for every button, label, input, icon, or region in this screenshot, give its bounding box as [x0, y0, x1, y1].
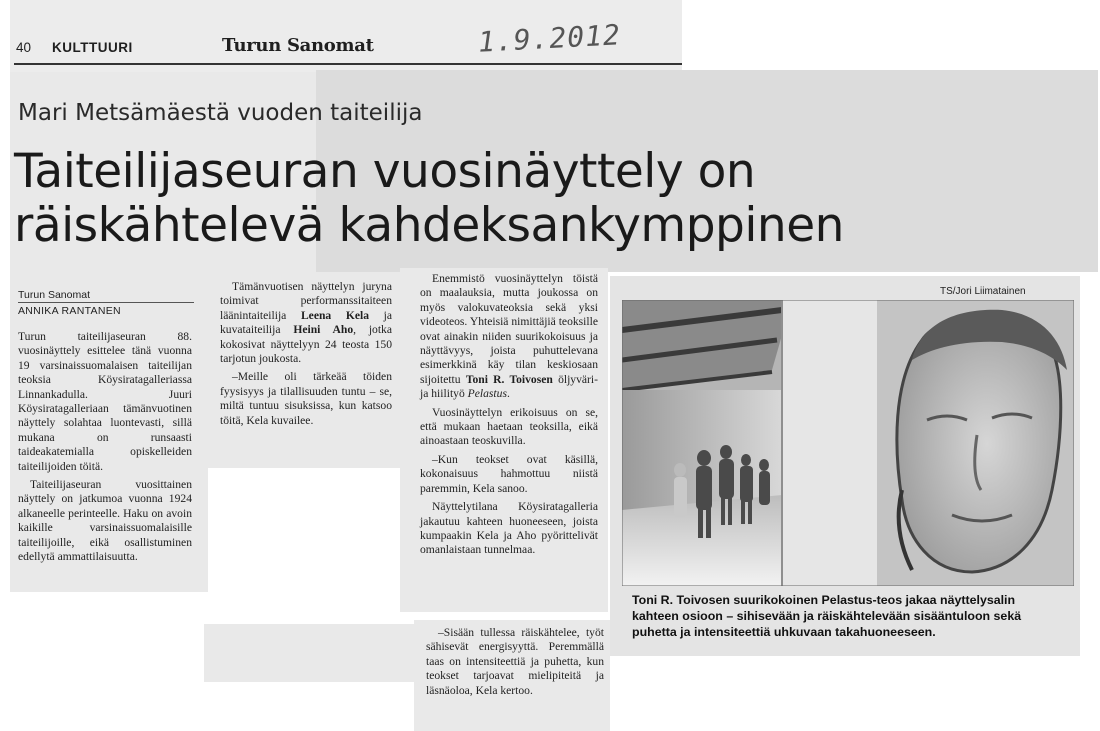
person-name: Toni R. Toivosen [465, 372, 553, 386]
article-subhead: Mari Metsämäestä vuoden taiteilija [18, 100, 423, 126]
paragraph: Näyttelytilana Köysiratagalleria jakautuu kahteen huoneeseen, joista kumpaakin Kela ja Aho pyörittelivät omanlaistaan tunnelmaa. [420, 500, 598, 557]
page-number: 40 [16, 40, 32, 55]
paragraph [220, 280, 392, 366]
article-photo [622, 300, 1074, 586]
newspaper-masthead: Turun Sanomat [222, 35, 374, 56]
masthead-rule [14, 63, 682, 65]
paragraph: Turun taiteilijaseuran 88. vuosinäyttely esittelee tänä vuonna 19 varsinaissuomalaisen taiteilijan teoksia Köysiratagalleriassa Linnankadulla. Juuri Köysiratagalleriaan tämänvuotinen näyttely solahtaa luontevasti, sillä mukana on runsaasti taideakatemialla opiskelleiden taiteilijoiden töitä. [18, 330, 192, 473]
article-column-2 [220, 280, 392, 432]
photo-caption: Toni R. Toivosen suurikokoinen Pelastus-teos jakaa näyttelysalin kahteen osioon – sihisevään ja räiskähtelevään sisääntuloon sekä puhetta ja intensiteettiä uhkuvaan takahuoneeseen. [632, 593, 1022, 639]
byline-source: Turun Sanomat [18, 289, 90, 301]
article-column-4 [426, 626, 604, 702]
paragraph: –Sisään tullessa räiskähtelee, työt sähisevät energisyyttä. Peremmällä taas on intensiteettiä ja puhetta, kun teokset tarjoavat mielipiteitä ja läsnäoloa, Kela kertoo. [426, 626, 604, 697]
handwritten-date: 1.9.2012 [477, 18, 622, 59]
paragraph [420, 272, 598, 402]
byline-author: ANNIKA RANTANEN [18, 305, 121, 317]
clipping-piece-blank [204, 624, 414, 682]
text-run: öljyväri- ja hiilityö [420, 372, 598, 401]
text-run: ja kuvataiteilija [220, 308, 392, 337]
byline-rule [18, 302, 194, 303]
text-run: Tämänvuotisen näyttelyn juryna toimivat performanssitaiteen läänintaiteilija [220, 280, 392, 322]
artwork-title: Pelastus [467, 387, 507, 401]
text-run: Enemmistö vuosinäyttelyn töistä on maalauksia, mutta joukossa on myös valokuvateoksia sekä yksi videoteos. Yhteisiä nimittäjiä teoksille ovat ainakin niiden suurikokoisuus ja näyttävyys, joista puhuttelevana esimerkkinä käy tilan keskiosaan sijoitettu [420, 272, 598, 386]
text-run: , jotka kokosivat näyttelyyn 24 teosta 150 tarjotun joukosta. [220, 323, 393, 366]
paragraph: –Meille oli tärkeää töiden fyysisyys ja tilallisuuden tuntu – se, miltä tuntuu sisuksissa, kun katsoo töitä, Kela kuvailee. [220, 370, 392, 427]
section-name: KULTTUURI [52, 40, 133, 55]
article-headline [14, 145, 844, 253]
person-name: Heini Aho [293, 323, 354, 337]
person-name: Leena Kela [300, 308, 370, 322]
headline-line-2: räiskähtelevä kahdeksankymppinen [14, 198, 844, 253]
paragraph: Vuosinäyttelyn erikoisuus on se, että mukaan haetaan teoksilla, eikä ainoastaan teoskuvilla. [420, 405, 598, 448]
headline-line-1: Taiteilijaseuran vuosinäyttely on [14, 144, 756, 199]
article-column-3 [420, 272, 598, 562]
article-column-1 [18, 330, 192, 569]
paragraph: Taiteilijaseuran vuosittainen näyttely on jatkumoa vuonna 1924 alkaneelle perinteelle. Haku on avoin kaikille varsinaissuomalaisille taiteilijoille, eikä osallistuminen edellytä ammattilaisuutta. [18, 478, 192, 564]
photo-credit: TS/Jori Liimatainen [940, 286, 1026, 297]
paragraph: –Kun teokset ovat käsillä, kokonaisuus hahmottuu niistä paremmin, Kela sanoo. [420, 452, 598, 495]
text-run: . [506, 387, 510, 401]
